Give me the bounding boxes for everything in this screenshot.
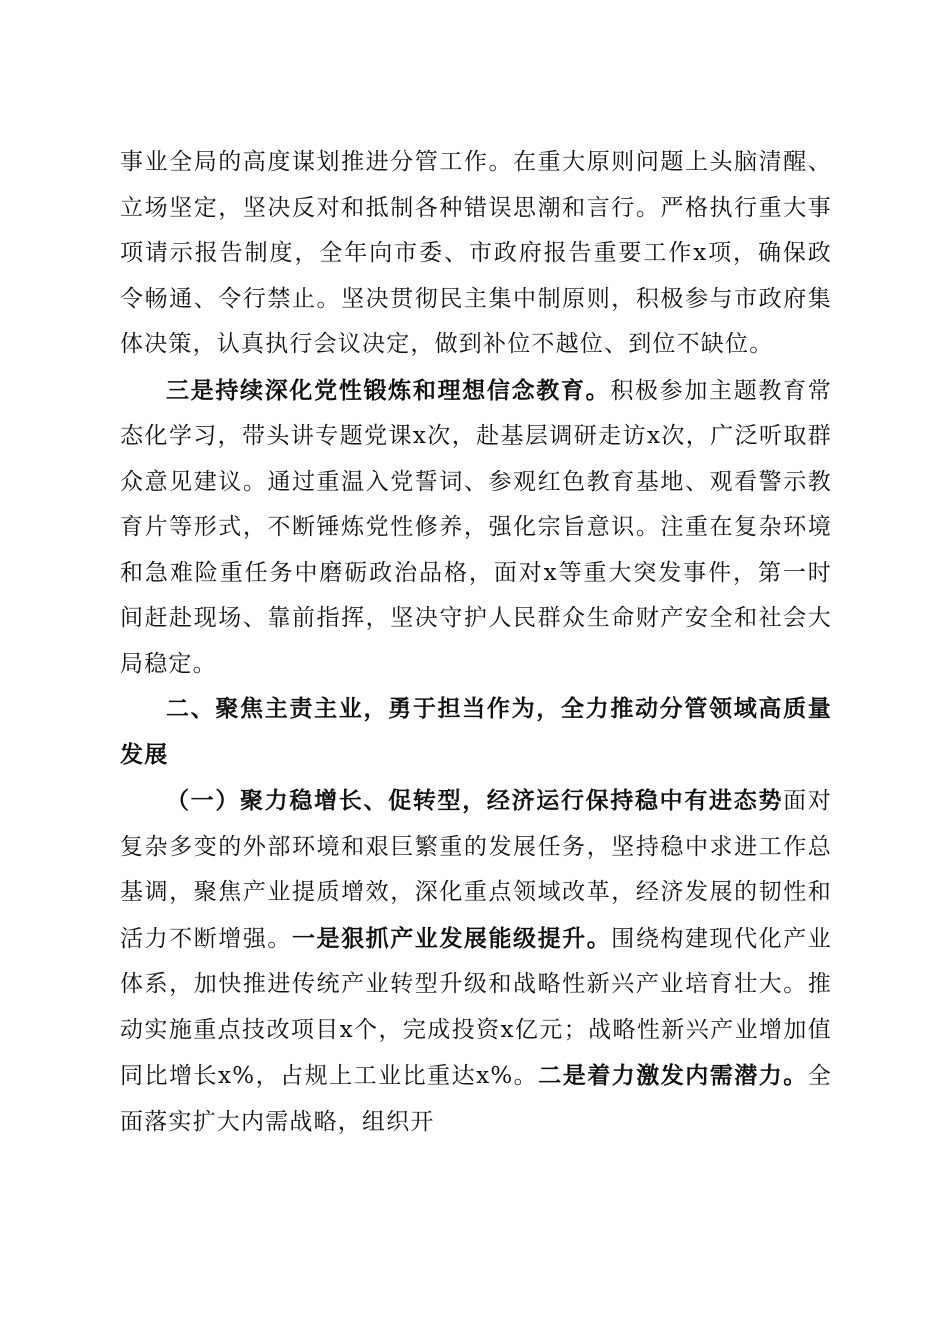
document-body	[120, 140, 832, 1145]
paragraph-lead: 一是狠抓产业发展能级提升。	[291, 924, 612, 952]
paragraph-lead: 三是持续深化党性锻炼和理想信念教育。	[166, 376, 611, 404]
subsection-heading: （一）聚力稳增长、促转型，经济运行保持稳中有进态势	[166, 787, 784, 814]
paragraph-text: 围绕构建现代化产业体系，加快推进传统产业转型升级和战略性新兴产业培育壮大。推动实施重点技改项目x个，完成投资x亿元；战略性新兴产业增加值同比增长x%，占规上工业比重达x%。	[120, 925, 832, 1089]
paragraph-party-spirit	[120, 368, 832, 688]
paragraph-text: 面对复杂多变的外部环境和艰巨繁重的发展任务，坚持稳中求进工作总基调，聚焦产业提质增效，深化重点领域改革，经济发展的韧性和活力不断增强。	[120, 788, 832, 952]
paragraph-text: 事业全局的高度谋划推进分管工作。在重大原则问题上头脑清醒、立场坚定，坚决反对和抵制各种错误思潮和言行。严格执行重大事项请示报告制度，全年向市委、市政府报告重要工作x项，确保政令畅通、令行禁止。坚决贯彻民主集中制原则，积极参与市政府集体决策，认真执行会议决定，做到补位不越位、到位不缺位。	[120, 149, 832, 357]
paragraph-economy	[120, 778, 832, 1145]
section-heading: 二、聚焦主责主业，勇于担当作为，全力推动分管领域高质量发展	[120, 696, 832, 768]
paragraph-lead: 二是着力激发内需潜力。	[538, 1062, 808, 1089]
paragraph-text: 积极参加主题教育常态化学习，带头讲专题党课x次，赴基层调研走访x次，广泛听取群众意见建议。通过重温入党誓词、参观红色教育基地、观看警示教育片等形式，不断锤炼党性修养，强化宗旨意识。注重在复杂环境和急难险重任务中磨砺政治品格，面对x等重大突发事件，第一时间赶赴现场、靠前指挥，坚决守护人民群众生命财产安全和社会大局稳定。	[120, 377, 832, 677]
paragraph-text: 全面落实扩大内需战略，组织开	[120, 1063, 832, 1135]
paragraph-political-discipline	[120, 140, 832, 368]
